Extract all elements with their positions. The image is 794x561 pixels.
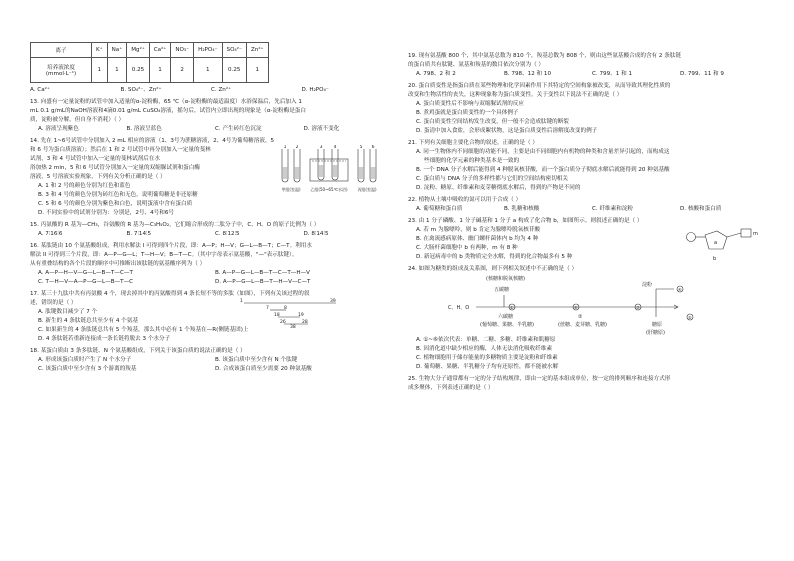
question-24 — [408, 265, 768, 372]
question-13 — [30, 98, 392, 134]
option[interactable]: B. 新生的 4 条肽链总共至少有 4 个氨基 — [38, 318, 138, 324]
option[interactable]: A. 溶液呈现紫色 — [38, 126, 79, 132]
option[interactable]: A. Ca²⁺ — [30, 87, 50, 93]
ion-concentration-table — [30, 42, 269, 83]
option[interactable]: B. 该蛋白质中至少含有 N 个肽键 — [215, 357, 298, 363]
question-17 — [30, 290, 392, 344]
table-cell: 0.25 — [127, 58, 150, 83]
question-text: 试剂，3 和 4 号试管中加入一定量的斐林试剂后在水 — [30, 156, 160, 162]
question-text: 24. 如图为糖类的组成及关系图，则下列相关叙述中不正确的是（ ） — [408, 266, 578, 272]
option[interactable]: D. 合成该蛋白质至少需要 20 种氨基酸 — [215, 366, 312, 372]
option[interactable]: D. 新冠病毒中的 b 类物质完全水解，得到的化合物最多有 5 种 — [416, 254, 573, 260]
table-cell: 1 — [246, 58, 268, 83]
option[interactable]: C. 该蛋白质中至少含有 3 个游离的羧基 — [38, 366, 137, 372]
option[interactable]: A. 7∶16∶6 — [38, 231, 63, 237]
diagram-label: 五碳糖 — [494, 287, 510, 293]
question-text: 25. 生物大分子通常都有一定的分子结构规律，即由一定的基本组成单位，按一定的排列顺序和连接方式形 — [408, 376, 671, 382]
option[interactable]: C. T—H—V—A—P—G—L—B—T—C — [38, 279, 134, 285]
tube-label: 1 — [283, 145, 287, 150]
table-cell: Na⁺ — [107, 43, 127, 58]
question-text: 改变和生物活性的丧失，这种现象称为蛋白质变性。关于变性以下说法不正确的是（ ） — [408, 92, 623, 98]
question-19 — [408, 52, 768, 79]
table-cell: Ca²⁺ — [149, 43, 171, 58]
diagram-mark: ⑤ — [688, 315, 692, 320]
option[interactable]: C. 5 和 6 号的颜色分别为紫色和白色，说明蛋液中含有蛋白质 — [38, 201, 193, 207]
option[interactable]: D. 淀粉、糖原、纤维素和麦芽糖彻底水解后，得到的产物是不同的 — [416, 185, 581, 191]
option[interactable]: B. A—P—G—L—B—T—C—T—H—V — [215, 270, 310, 276]
diagram-mark: ① — [510, 305, 514, 310]
diagram-label: (葡萄糖、果糖、半乳糖) — [480, 322, 534, 328]
table-row — [31, 58, 269, 83]
option[interactable]: D. 799、11 和 9 — [680, 71, 724, 77]
figure-number: 1 — [240, 299, 243, 304]
q16-options — [30, 269, 392, 278]
table-cell: 1 — [107, 58, 127, 83]
diagram-label: C、H、O — [448, 305, 470, 311]
q15-options — [30, 230, 392, 239]
left-column — [30, 0, 392, 374]
q19-options — [408, 70, 768, 79]
question-text: 21. 下列有关细胞主要化合物的叙述，正确的是（ ） — [408, 140, 538, 146]
option[interactable]: B. 因消化道中缺少相应的酶，人体无法消化吸收纤维素 — [416, 346, 553, 352]
question-text: 22. 植物从土壤中吸收的氮可以用于合成（ ） — [408, 197, 522, 203]
q18-options — [30, 365, 392, 374]
question-18 — [30, 347, 392, 374]
diagram-label: 六碳糖 — [498, 314, 514, 320]
option[interactable]: C. 纤维素和淀粉 — [592, 206, 634, 212]
question-22 — [408, 196, 768, 214]
question-text: 15. 丙氨酸的 R 基为—CH₃，谷氨酸的 R 基为—C₃H₅O₂，它们缩合形成的二肽分子中，C、H、O 的原子比例为（ ） — [30, 222, 320, 228]
option[interactable]: A. 同一生物体内不同细胞的功能不同，主要是由不同细胞内有机物的种类和含量差异引起的，而构成这 — [416, 149, 670, 155]
right-column — [408, 52, 768, 393]
figure-number: 19 — [298, 313, 304, 318]
option[interactable]: C. 蛋白质变性空间结构发生改变，但一般不会造成肽键的断裂 — [416, 119, 569, 125]
diagram-mark: ③ — [636, 305, 640, 310]
option[interactable]: A. 肽键数目减少了 7 个 — [38, 309, 98, 315]
figure-label: a — [714, 240, 718, 246]
question-text: 19. 现有氨基酸 800 个，其中氨基总数为 810 个，羧基总数为 808 个，则由这些氨基酸合成的含有 2 条肽链 — [408, 53, 682, 59]
option-continuation: 些细胞的化学元素的种类基本是一致的 — [424, 158, 520, 164]
option[interactable]: B. 3 和 4 号的颜色分别为砖红色和无色，说明葡萄糖是非还原糖 — [38, 192, 198, 198]
question-text: 浴加热 2 min，5 和 6 号试管分别加入一定量的双缩脲试剂和蛋白酶 — [30, 165, 200, 171]
group-caption: 丙组(室温) — [357, 187, 377, 192]
diagram-label: 淀粉 — [642, 282, 653, 288]
question-text: 从有重叠结构的各个片段的顺序中可推断出该肽链的氨基酸序列为（ ） — [30, 261, 206, 267]
q12-options — [30, 86, 392, 95]
option[interactable]: C. 8∶12∶5 — [215, 231, 240, 237]
diagram-label: (肝糖原) — [646, 330, 665, 336]
option[interactable]: D. 8∶14∶5 — [303, 231, 329, 237]
table-cell: SO₄²⁻ — [222, 43, 246, 58]
question-text: 溶液，5 号溶液实验现象，下列有关分析正确的是（ ） — [30, 174, 166, 180]
carbohydrate-diagram — [408, 274, 768, 336]
diagram-label: (核糖和脱氧核糖) — [486, 276, 525, 282]
option[interactable]: D. 核酸和蛋白质 — [680, 206, 722, 212]
figure-number: 39 — [330, 299, 336, 304]
q16-options — [30, 278, 392, 287]
option[interactable]: C. 蛋白质与 DNA 分子的多样性都与它们的空间结构密切相关 — [416, 176, 568, 182]
diagram-label: ② — [578, 314, 583, 320]
table-cell: Zn²⁺ — [246, 43, 268, 58]
group-caption: 乙组(50~65℃水浴) — [310, 187, 348, 192]
table-cell: 1 — [194, 58, 222, 83]
option[interactable]: A. 798、2 和 2 — [416, 71, 456, 77]
figure-number: 28 — [302, 320, 308, 325]
nucleotide-figure — [683, 223, 763, 263]
row-label-unit: (mmol·L⁻¹) — [45, 71, 77, 77]
option[interactable]: C. 大肠杆菌细胞中 b 有两种，m 有 8 种 — [416, 245, 518, 251]
question-23 — [408, 217, 768, 262]
question-text: 解法 II 可得到三个片段，即：A—P—G—L；T—H—V；B—T—C。（其中字母表示氨基酸，"—"表示肽键）。 — [30, 252, 298, 258]
option[interactable]: A. 形成该蛋白质时产生了 N 个水分子 — [38, 357, 132, 363]
question-21 — [408, 139, 768, 193]
question-text: 述，错误的是（ ） — [30, 300, 77, 306]
figure-label: b — [713, 256, 717, 262]
question-text: 17. 某三十九肽中共有丙氨酸 4 个，现去掉其中的丙氨酸得到 4 条长短不等的多肽（如图），下列有关该过程的叙 — [30, 291, 310, 297]
figure-number: 38 — [290, 325, 296, 328]
option[interactable]: D. 蛋清中加入食盐，会形成絮状物，这是蛋白质变性后溶解度改变的例子 — [416, 128, 598, 134]
option[interactable]: C. Zn²⁺ — [211, 87, 232, 93]
figure-number: 7 — [266, 306, 269, 311]
option[interactable]: B. 煮鸡蛋就是蛋白质变性的一个具体例子 — [416, 110, 519, 116]
figure-number: 18 — [274, 313, 280, 318]
question-text: 的蛋白质共有肽键、氨基和羧基的数目依次分别为（ ） — [408, 62, 545, 68]
option[interactable]: A. 若 m 为腺嘌呤，则 b 肯定为腺嘌呤脱氧核苷酸 — [416, 227, 541, 233]
question-15 — [30, 221, 392, 239]
option[interactable]: D. 溶液不变化 — [303, 126, 340, 132]
table-cell: 离子 — [31, 43, 92, 58]
question-text: 质，淀粉被分解，但自身不消耗）（ ） — [30, 117, 125, 123]
figure-label: m — [753, 231, 758, 237]
diagram-mark: ⑥ — [574, 305, 578, 310]
table-header-row — [31, 43, 269, 58]
option[interactable]: B. 798、12 和 10 — [504, 71, 552, 77]
option[interactable]: B. 乳糖和核酸 — [504, 206, 540, 212]
table-cell: NO₃⁻ — [171, 43, 194, 58]
tube-label: 5 — [359, 145, 363, 150]
tube-label: 3 — [319, 145, 323, 150]
option[interactable]: C. 植物细胞用于储存能量的多糖物质主要是淀粉和纤维素 — [416, 355, 558, 361]
table-cell: 0.25 — [222, 58, 246, 83]
table-cell: 1 — [92, 58, 108, 83]
test-tube-figure — [276, 145, 392, 193]
option[interactable]: A. A—P—H—V—G—L—B—T—C—T — [38, 270, 133, 276]
option[interactable]: B. SO₄²⁻、Zn²⁺ — [120, 87, 162, 93]
question-16 — [30, 242, 392, 287]
figure-number: 8 — [284, 306, 287, 311]
tube-label: 4 — [333, 145, 337, 150]
option[interactable]: D. 不同实验中的试剂分别为：分别是，2号、4号和6号 — [38, 210, 175, 216]
q13-options — [30, 125, 392, 134]
option[interactable]: D. H₂PO₄⁻ — [301, 87, 329, 93]
diagram-label: (蔗糖、麦芽糖、乳糖) — [558, 322, 607, 328]
question-text: 14. 先在 1~6号试管中分别加入 2 mL 相应的溶液（1、3号为蔗糖溶液，2、4号为葡萄糖溶液，5 — [30, 138, 275, 144]
option[interactable]: A. 蛋白质变性后不影响与双缩脲试剂的反应 — [416, 101, 524, 107]
diagram-label: 糖原 — [652, 322, 663, 328]
group-caption: 甲组(室温) — [281, 187, 301, 192]
option[interactable]: D. 4 条肽链若重新连接成一条长链将脱去 3 个水分子 — [38, 336, 171, 342]
question-20 — [408, 82, 768, 136]
question-text: 成多聚体，下列表述正确的是（ ） — [408, 385, 494, 391]
table-cell: Mg²⁺ — [127, 43, 150, 58]
option[interactable]: C. 产生砖红色沉淀 — [215, 126, 262, 132]
question-text: 16. 某肽链由 10 个氨基酸组成，利用水解法 I 可得到四个片段，即：A—P；H—V；G—L—B—T；C—T。利用水 — [30, 243, 312, 249]
option[interactable]: A. ①~⑥依次代表：单糖、二糖、多糖、纤维素和肌糖原 — [416, 337, 556, 343]
option[interactable]: C. 799、1 和 1 — [592, 71, 633, 77]
q18-options — [30, 356, 392, 365]
option[interactable]: B. 溶液呈蓝色 — [126, 126, 162, 132]
table-cell: K⁺ — [92, 43, 108, 58]
table-cell: 1 — [149, 58, 171, 83]
figure-number: 26 — [280, 320, 286, 325]
q22-options — [408, 205, 768, 214]
question-25 — [408, 375, 768, 393]
option[interactable]: D. 葡萄糖、果糖、半乳糖分子均有还原性，都不能被水解 — [416, 364, 559, 370]
option[interactable]: C. 如果新生的 4 条肽链总共有 5 个羧基，那么其中必有 1 个羧基在—R(侧链基团)上 — [38, 327, 249, 333]
diagram-mark: ④ — [678, 287, 682, 292]
table-cell: 2 — [171, 58, 194, 83]
question-text: mL 0.1 g/mL的NaOH溶液和4滴0.01 g/mL CuSO₄溶液，摇匀后，试管内立即出现的现象是（α-淀粉酶是蛋白 — [30, 108, 306, 114]
question-14 — [30, 137, 392, 218]
tube-label: 2 — [295, 145, 299, 150]
question-text: 和 6 号为蛋白质溶液）；然后在 1 和 2 号试管中再分别加入一定量的斐林 — [30, 147, 211, 153]
option[interactable]: B. 一个 DNA 分子水解后能得到 4 种脱氧核苷酸，而一个蛋白质分子彻底水解后就能得到 20 种氨基酸 — [416, 167, 670, 173]
table-cell: H₂PO₄⁻ — [194, 43, 222, 58]
option[interactable]: B. 在禽流感病原体、幽门螺杆菌体内 b 均为 4 种 — [416, 236, 539, 242]
question-text: 23. 由 1 分子磷酸、1 分子碱基和 1 分子 a 构成了化合物 b，如图所示。则叙述正确的是（ ） — [408, 218, 643, 224]
peptide-figure — [240, 298, 340, 328]
option[interactable]: D. A—P—G—L—B—T—H—V—C—T — [215, 279, 311, 285]
option[interactable]: A. 1 和 2 号的颜色分别为红色和蓝色 — [38, 183, 131, 189]
question-text: 13. 向盛有一定量淀粉的试管中加入适量的α-淀粉酶，65 ℃（α-淀粉酶的最适温度）水浴保温后，先后加入 1 — [30, 99, 302, 105]
question-text: 18. 某蛋白质由 3 条多肽链、N 个氨基酸组成，下列关于该蛋白质的说法正确的是（ ） — [30, 348, 246, 354]
table-row-label — [31, 58, 92, 83]
tube-label: 6 — [371, 145, 375, 150]
row-label-line: 培养液浓度 — [47, 65, 75, 71]
question-text: 20. 蛋白质变性是指蛋白质在某些物理和化学因素作用下其特定的空间构象被改变，从而导致其理化性质的 — [408, 83, 671, 89]
option[interactable]: A. 葡萄糖和蛋白质 — [416, 206, 463, 212]
option[interactable]: B. 7∶14∶5 — [126, 231, 152, 237]
